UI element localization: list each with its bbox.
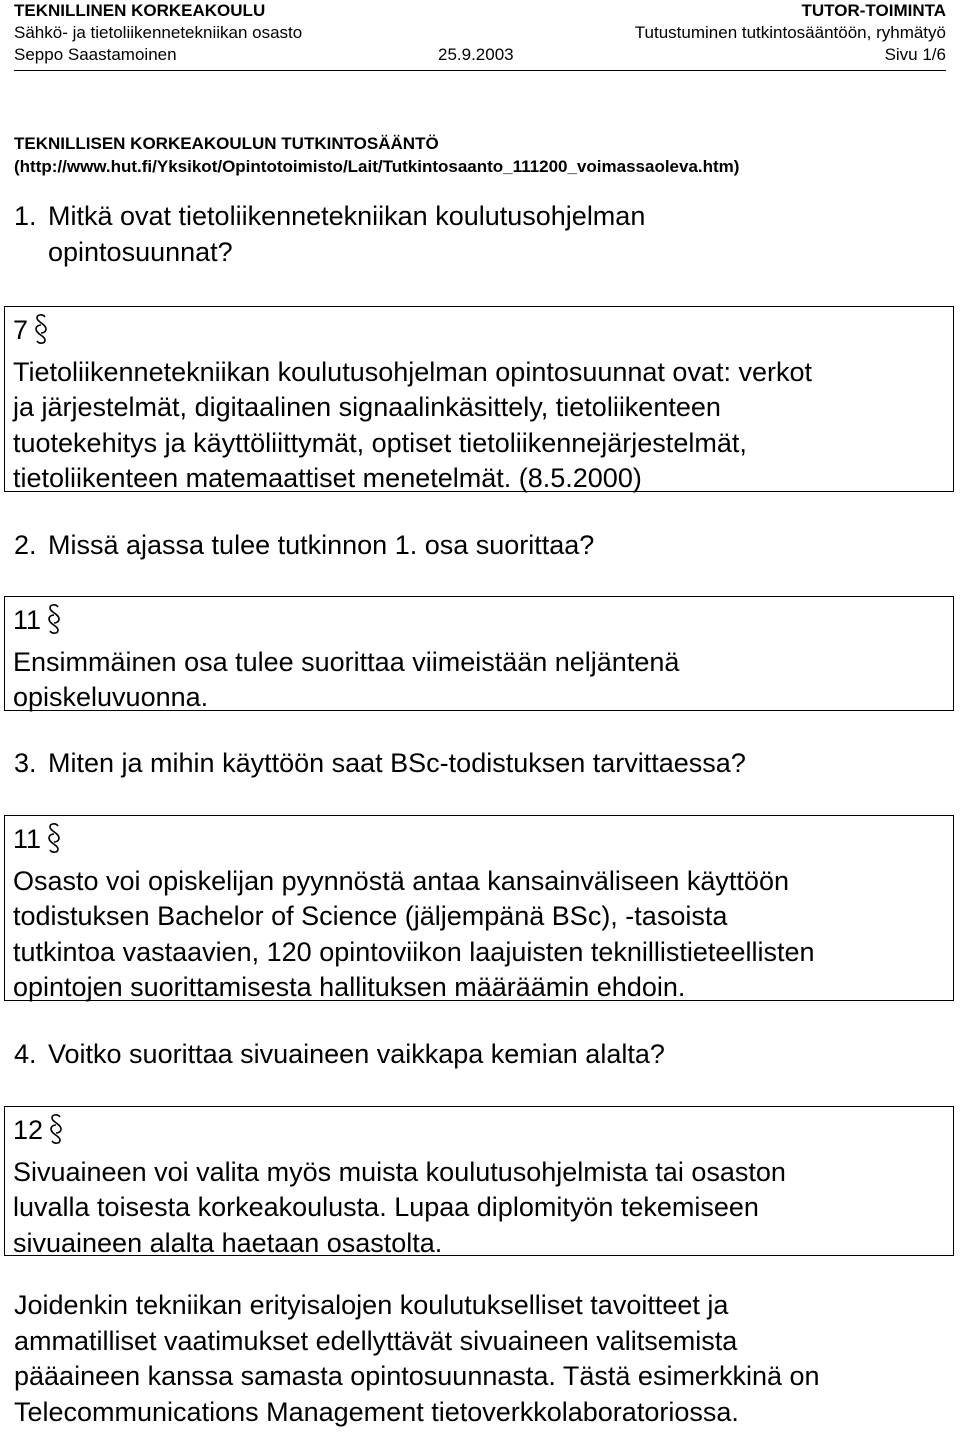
question-4 bbox=[14, 1036, 665, 1072]
answer-line: Tietoliikennetekniikan koulutusohjelman opintosuunnat ovat: verkot bbox=[13, 356, 812, 387]
university-name: TEKNILLINEN KORKEAKOULU bbox=[14, 1, 266, 20]
paragraph-line: Telecommunications Management tietoverkkolaboratoriossa. bbox=[14, 1396, 739, 1427]
doc-date: 25.9.2003 bbox=[438, 45, 514, 64]
author-name: Seppo Saastamoinen bbox=[14, 45, 177, 64]
answer-line: opiskeluvuonna. bbox=[13, 682, 209, 712]
section-sign-icon bbox=[47, 822, 61, 864]
question-number: 3. bbox=[14, 748, 37, 778]
question-text-line-2: opintosuunnat? bbox=[48, 237, 233, 267]
answer-line: luvalla toisesta korkeakoulusta. Lupaa diplomityön tekemiseen bbox=[13, 1192, 759, 1222]
paragraph-line: Joidenkin tekniikan erityisalojen koulutukselliset tavoitteet ja bbox=[14, 1290, 729, 1320]
paragraph-line: ammatilliset vaatimukset edellyttävät sivuaineen valitsemista bbox=[14, 1325, 738, 1356]
section-ref bbox=[13, 313, 945, 355]
answer-box-1 bbox=[4, 306, 954, 492]
section-sign-icon bbox=[34, 313, 48, 355]
section-ref bbox=[13, 603, 945, 645]
regulation-title: TEKNILLISEN KORKEAKOULUN TUTKINTOSÄÄNTÖ bbox=[14, 134, 439, 153]
question-2 bbox=[14, 527, 594, 563]
answer-box-2 bbox=[4, 596, 954, 711]
paragraph-line: pääaineen kanssa samasta opintosuunnasta. Tästä esimerkkinä on bbox=[14, 1361, 820, 1391]
section-number: 11 bbox=[13, 824, 42, 854]
question-1 bbox=[14, 198, 645, 270]
answer-line: sivuaineen alalta haetaan osastolta. bbox=[13, 1227, 443, 1258]
question-number: 1. bbox=[14, 201, 37, 231]
question-number: 4. bbox=[14, 1039, 37, 1069]
answer-box-4 bbox=[4, 1106, 954, 1256]
section-number: 7 bbox=[13, 315, 29, 345]
section-sign-icon bbox=[49, 1113, 63, 1155]
section-ref bbox=[13, 822, 945, 864]
regulation-url[interactable]: (http://www.hut.fi/Yksikot/Opintotoimisto/Lait/Tutkintosaanto_111200_voimassaoleva.htm) bbox=[14, 157, 740, 176]
page-number: Sivu 1/6 bbox=[884, 45, 946, 64]
answer-line: opintojen suorittamisesta hallituksen määräämin ehdoin. bbox=[13, 972, 686, 1002]
answer-line: tuotekehitys ja käyttöliittymät, optiset tietoliikennejärjestelmät, bbox=[13, 427, 747, 458]
answer-line: tutkintoa vastaavien, 120 opintoviikon laajuisten teknillistieteellisten bbox=[13, 936, 815, 967]
answer-line: Ensimmäinen osa tulee suorittaa viimeistään neljäntenä bbox=[13, 646, 680, 677]
header-divider bbox=[14, 70, 946, 71]
section-number: 12 bbox=[13, 1115, 44, 1145]
section-ref bbox=[13, 1113, 945, 1155]
question-text-line-1: Mitkä ovat tietoliikennetekniikan koulutusohjelman bbox=[48, 201, 646, 231]
closing-paragraph bbox=[14, 1288, 954, 1430]
section-sign-icon bbox=[47, 603, 61, 645]
answer-line: ja järjestelmät, digitaalinen signaalinkäsittely, tietoliikenteen bbox=[13, 392, 721, 422]
answer-line: todistuksen Bachelor of Science (jäljempänä BSc), -tasoista bbox=[13, 901, 728, 931]
question-3 bbox=[14, 745, 746, 781]
course-name: Tutustuminen tutkintosääntöön, ryhmätyö bbox=[634, 23, 946, 42]
question-text: Voitko suorittaa sivuaineen vaikkapa kemian alalta? bbox=[48, 1039, 665, 1069]
section-number: 11 bbox=[13, 605, 42, 635]
question-text: Missä ajassa tulee tutkinnon 1. osa suorittaa? bbox=[48, 530, 595, 560]
answer-box-3 bbox=[4, 815, 954, 1001]
department-name: Sähkö- ja tietoliikennetekniikan osasto bbox=[14, 23, 303, 42]
program-name: TUTOR-TOIMINTA bbox=[801, 1, 946, 20]
answer-line: tietoliikenteen matemaattiset menetelmät. (8.5.2000) bbox=[13, 463, 642, 493]
question-number: 2. bbox=[14, 530, 37, 560]
question-text: Miten ja mihin käyttöön saat BSc-todistuksen tarvittaessa? bbox=[48, 748, 746, 778]
answer-line: Osasto voi opiskelijan pyynnöstä antaa kansainväliseen käyttöön bbox=[13, 865, 789, 896]
answer-line: Sivuaineen voi valita myös muista koulutusohjelmista tai osaston bbox=[13, 1156, 786, 1187]
